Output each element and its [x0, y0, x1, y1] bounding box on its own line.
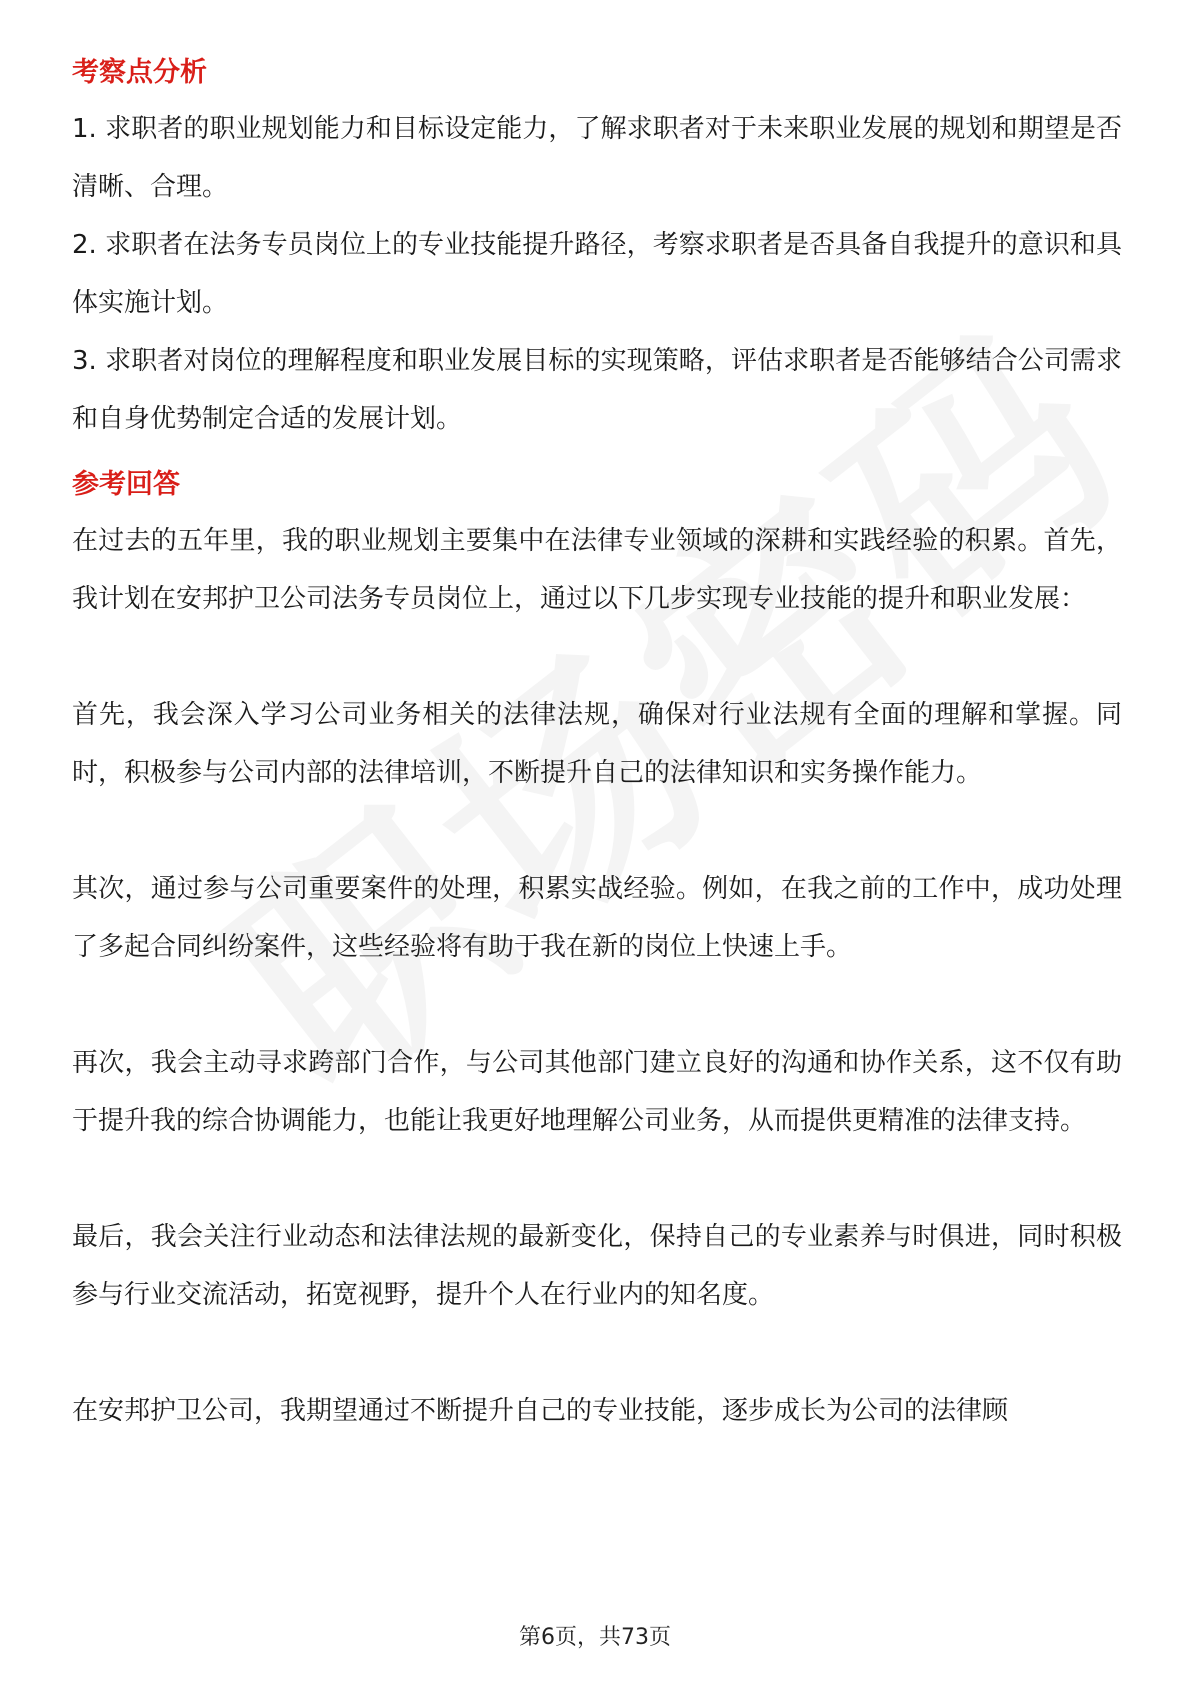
- paragraph-spacer: [72, 1150, 1122, 1208]
- analysis-item-2: 2. 求职者在法务专员岗位上的专业技能提升路径，考察求职者是否具备自我提升的意识和具体实施计划。: [72, 230, 1122, 318]
- answer-paragraph-3: 其次，通过参与公司重要案件的处理，积累实战经验。例如，在我之前的工作中，成功处理了多起合同纠纷案件，这些经验将有助于我在新的岗位上快速上手。: [72, 874, 1122, 962]
- paragraph-spacer: [72, 802, 1122, 860]
- answer-paragraph-5: 最后，我会关注行业动态和法律法规的最新变化，保持自己的专业素养与时俱进，同时积极参与行业交流活动，拓宽视野，提升个人在行业内的知名度。: [72, 1222, 1122, 1310]
- analysis-item-3: 3. 求职者对岗位的理解程度和职业发展目标的实现策略，评估求职者是否能够结合公司需求和自身优势制定合适的发展计划。: [72, 346, 1122, 434]
- page-content: [72, 50, 1122, 1440]
- analysis-heading: 考察点分析: [72, 57, 207, 88]
- answer-paragraph-4: 再次，我会主动寻求跨部门合作，与公司其他部门建立良好的沟通和协作关系，这不仅有助于提升我的综合协调能力，也能让我更好地理解公司业务，从而提供更精准的法律支持。: [72, 1048, 1122, 1136]
- paragraph-spacer: [72, 1324, 1122, 1382]
- paragraph-spacer: [72, 628, 1122, 686]
- answer-paragraph-2: 首先，我会深入学习公司业务相关的法律法规，确保对行业法规有全面的理解和掌握。同时，积极参与公司内部的法律培训，不断提升自己的法律知识和实务操作能力。: [72, 700, 1122, 788]
- page-number: 第6页，共73页: [519, 1625, 671, 1650]
- answer-heading: 参考回答: [72, 469, 180, 500]
- analysis-item-1: 1. 求职者的职业规划能力和目标设定能力，了解求职者对于未来职业发展的规划和期望是否清晰、合理。: [72, 114, 1122, 202]
- paragraph-spacer: [72, 976, 1122, 1034]
- answer-paragraph-6: 在安邦护卫公司，我期望通过不断提升自己的专业技能，逐步成长为公司的法律顾: [72, 1396, 1009, 1426]
- answer-paragraph-1: 在过去的五年里，我的职业规划主要集中在法律专业领域的深耕和实践经验的积累。首先，我计划在安邦护卫公司法务专员岗位上，通过以下几步实现专业技能的提升和职业发展：: [72, 526, 1122, 614]
